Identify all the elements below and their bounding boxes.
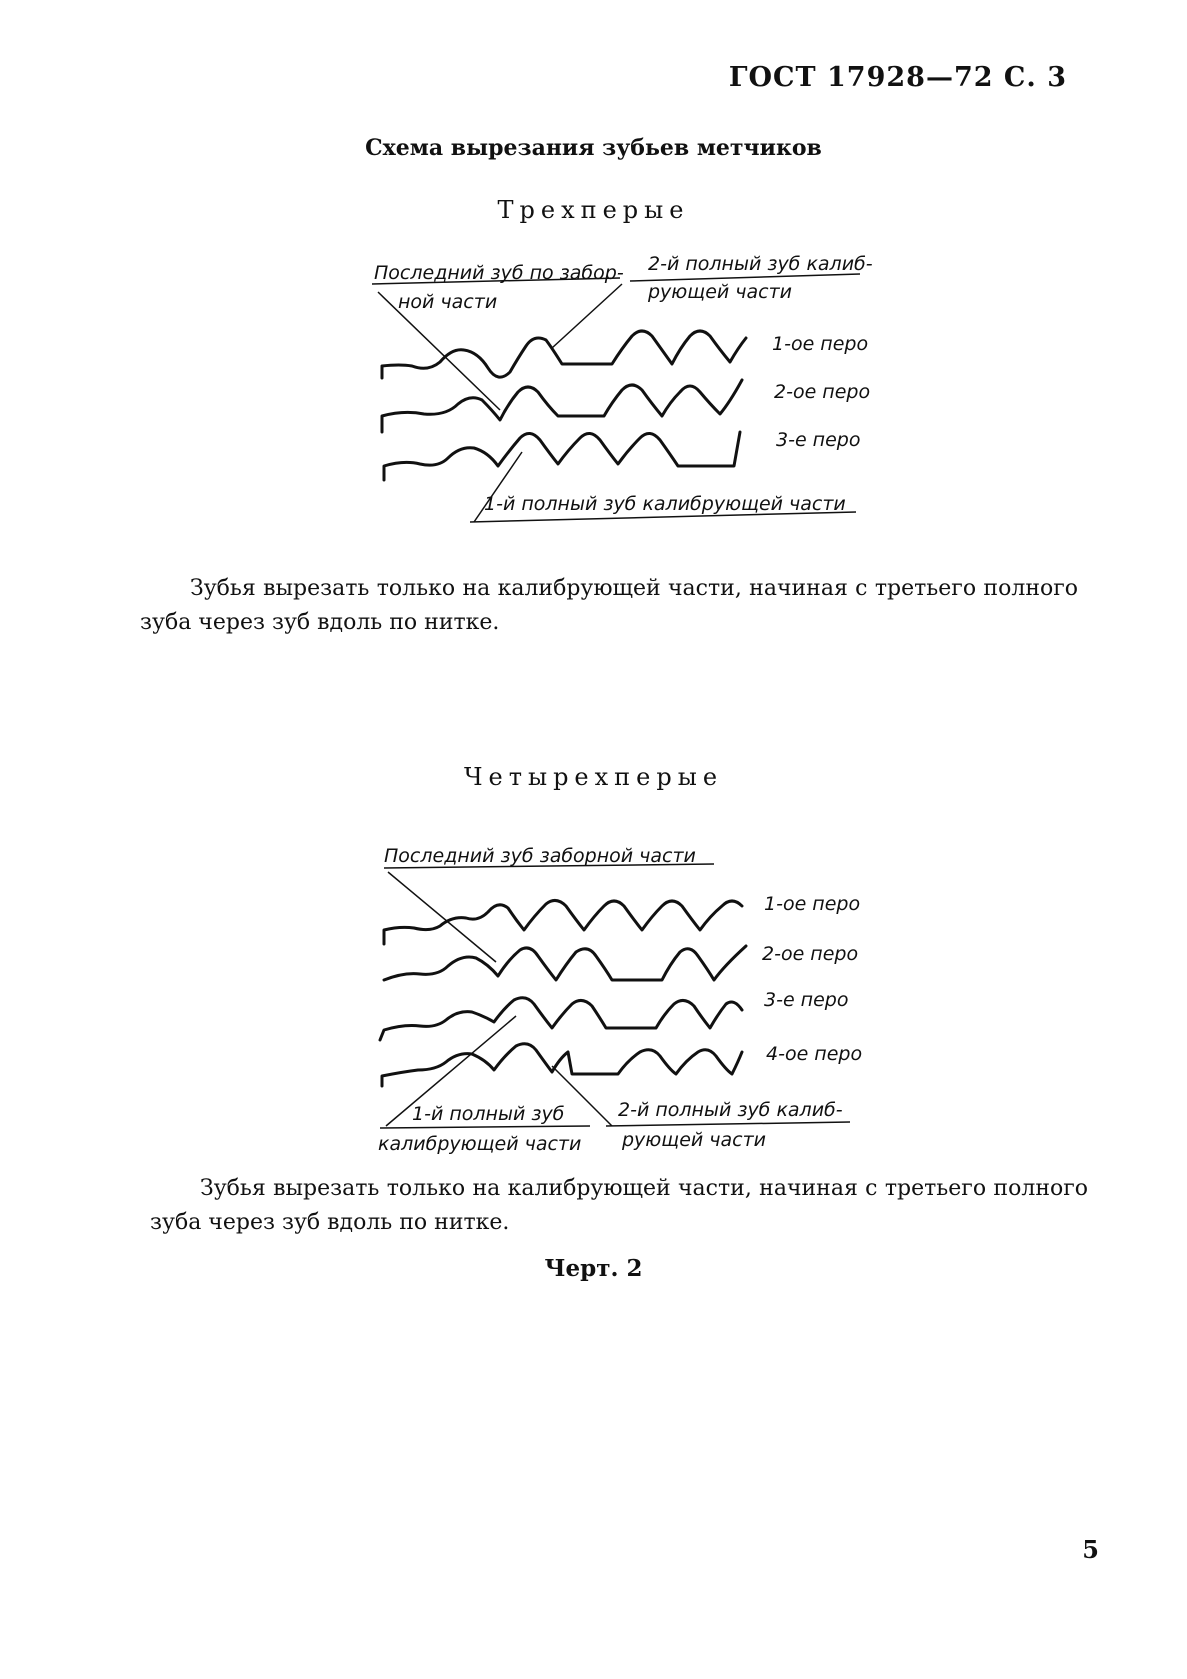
feather-label-2: 2-ое перо — [774, 381, 871, 403]
thread-profile-feather-2b — [384, 946, 746, 980]
underline-second-full-b — [606, 1122, 850, 1126]
label-first-full-cont-b: калибрующей части — [378, 1133, 582, 1155]
instruction-paragraph-four-flute: Зубья вырезать только на калибрующей части, начиная с третьего полного зуба через зуб вдоль по нитке. — [150, 1176, 1088, 1235]
section-subtitle-four-flute: Четырехперые — [463, 763, 724, 791]
feather-label-1: 1-ое перо — [772, 333, 869, 355]
thread-profile-feather-3 — [384, 432, 740, 480]
label-second-full-cont: рующей части — [648, 281, 793, 303]
label-first-full: 1-й полный зуб калибрующей части — [484, 493, 846, 515]
figure-caption: Черт. 2 — [544, 1255, 643, 1282]
label-first-full-b: 1-й полный зуб — [412, 1103, 565, 1125]
feather-label-2b: 2-ое перо — [762, 943, 859, 965]
label-second-full-b: 2-й полный зуб калиб- — [618, 1099, 843, 1121]
page-title: Схема вырезания зубьев метчиков — [365, 135, 822, 161]
feather-label-1b: 1-ое перо — [764, 893, 861, 915]
label-second-full-cont-b: рующей части — [622, 1129, 767, 1151]
thread-profile-feather-1 — [382, 331, 746, 378]
label-last-tooth-cont: ной части — [398, 291, 498, 313]
label-last-tooth-b: Последний зуб заборной части — [384, 845, 696, 867]
label-last-tooth: Последний зуб по забор- — [374, 262, 624, 284]
thread-profile-feather-2 — [382, 380, 742, 432]
feather-label-3b: 3-е перо — [764, 989, 849, 1011]
thread-profile-feather-4b — [382, 1044, 742, 1086]
label-second-full: 2-й полный зуб калиб- — [648, 253, 873, 275]
thread-profile-feather-1b — [384, 900, 742, 944]
document-header: ГОСТ 17928—72 С. 3 — [728, 62, 1067, 93]
instruction-paragraph-three-flute: Зубья вырезать только на калибрующей части, начиная с третьего полного зуба через зуб вдоль по нитке. — [140, 576, 1078, 635]
thread-profile-feather-3b — [380, 998, 742, 1040]
feather-label-3: 3-е перо — [776, 429, 861, 451]
page-number: 5 — [1082, 1535, 1099, 1564]
section-subtitle-three-flute: Трехперые — [497, 196, 690, 224]
feather-label-4b: 4-ое перо — [766, 1043, 863, 1065]
diagram-three-flute — [372, 253, 873, 522]
underline-first-full-b — [380, 1126, 590, 1128]
leader-second-full — [552, 284, 622, 348]
diagram-four-flute — [378, 845, 862, 1155]
underline-second-full — [630, 274, 860, 281]
